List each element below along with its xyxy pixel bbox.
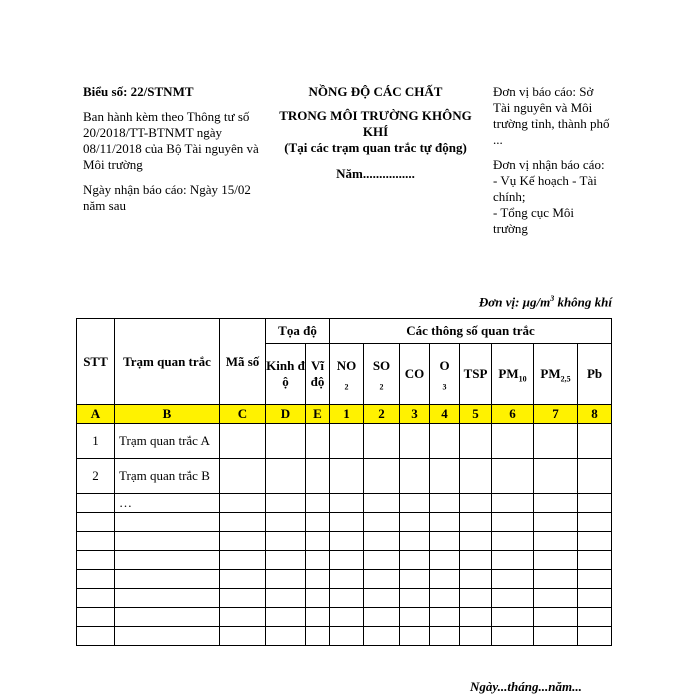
param-pb: Pb xyxy=(578,344,612,405)
table-row xyxy=(77,608,612,627)
code-cell: 6 xyxy=(492,405,534,424)
data-cell[interactable] xyxy=(578,459,612,494)
code-cell: 8 xyxy=(578,405,612,424)
param-so2: SO $_2$ xyxy=(364,344,400,405)
data-cell[interactable] xyxy=(492,494,534,513)
unit-label: Đơn vị: $\mu g/m^3$ không khí xyxy=(478,294,612,310)
data-cell[interactable] xyxy=(400,424,430,459)
issued-note: Ban hành kèm theo Thông tư số 20/2018/TT-BTNMT ngày 08/11/2018 của Bộ Tài nguyên và Môi trường xyxy=(83,109,259,172)
code-cell: 3 xyxy=(400,405,430,424)
reporter-unit: Đơn vị báo cáo: Sở Tài nguyên và Môi trường tỉnh, thành phố ... xyxy=(493,84,610,147)
code-cell: C xyxy=(220,405,266,424)
data-cell[interactable] xyxy=(492,424,534,459)
param-no2: NO $_2$ xyxy=(330,344,364,405)
row-station: … xyxy=(115,494,220,513)
data-cell[interactable] xyxy=(266,424,306,459)
table-row xyxy=(77,424,612,459)
header-parameters: Các thông số quan trắc xyxy=(330,319,612,344)
table-row xyxy=(77,570,612,589)
code-cell: 7 xyxy=(534,405,578,424)
param-co: CO xyxy=(400,344,430,405)
code-cell: 1 xyxy=(330,405,364,424)
data-cell[interactable] xyxy=(400,459,430,494)
receiver-2: - Tổng cục Môi trường xyxy=(493,205,574,236)
data-cell[interactable] xyxy=(330,424,364,459)
table-row xyxy=(77,494,612,513)
data-cell[interactable] xyxy=(430,424,460,459)
param-pm25: $PM_{2,5}$ xyxy=(534,344,578,405)
header-station: Trạm quan trắc xyxy=(115,319,220,405)
report-title-block xyxy=(268,84,483,182)
receiver-label: Đơn vị nhận báo cáo: xyxy=(493,157,605,172)
code-cell: 4 xyxy=(430,405,460,424)
data-cell[interactable] xyxy=(460,494,492,513)
data-cell[interactable] xyxy=(306,459,330,494)
title-line-3: (Tại các trạm quan trắc tự động) xyxy=(284,140,467,155)
data-cell[interactable] xyxy=(364,459,400,494)
data-cell[interactable] xyxy=(430,494,460,513)
form-info-block xyxy=(83,84,268,214)
signature-date: Ngày...tháng...năm... xyxy=(470,679,582,694)
data-cell[interactable] xyxy=(364,424,400,459)
table-row xyxy=(77,459,612,494)
data-cell[interactable] xyxy=(266,494,306,513)
data-cell[interactable] xyxy=(400,494,430,513)
header-longitude: Kinh độ xyxy=(266,344,306,405)
data-cell[interactable] xyxy=(330,459,364,494)
data-cell[interactable] xyxy=(534,424,578,459)
table-row xyxy=(77,513,612,532)
row-station: Trạm quan trắc B xyxy=(115,459,220,494)
data-cell[interactable] xyxy=(460,424,492,459)
data-cell[interactable] xyxy=(430,459,460,494)
row-stt: 2 xyxy=(77,459,115,494)
data-cell[interactable] xyxy=(220,459,266,494)
header-code: Mã số xyxy=(220,319,266,405)
data-cell[interactable] xyxy=(492,459,534,494)
data-cell[interactable] xyxy=(460,459,492,494)
data-cell[interactable] xyxy=(306,494,330,513)
table-row xyxy=(77,627,612,646)
param-pm10: $PM_{10}$ xyxy=(492,344,534,405)
data-cell[interactable] xyxy=(220,424,266,459)
table-row xyxy=(77,532,612,551)
title-line-1: NỒNG ĐỘ CÁC CHẤT xyxy=(308,84,443,99)
data-cell[interactable] xyxy=(578,494,612,513)
data-cell[interactable] xyxy=(578,424,612,459)
receive-date: Ngày nhận báo cáo: Ngày 15/02 năm sau xyxy=(83,182,251,213)
receiver-1: - Vụ Kế hoạch - Tài chính; xyxy=(493,173,597,204)
code-cell: 5 xyxy=(460,405,492,424)
table-row xyxy=(77,551,612,570)
code-cell: D xyxy=(266,405,306,424)
data-cell[interactable] xyxy=(364,494,400,513)
row-stt xyxy=(77,494,115,513)
data-cell[interactable] xyxy=(330,494,364,513)
row-stt: 1 xyxy=(77,424,115,459)
header-coordinates: Tọa độ xyxy=(266,319,330,344)
report-units-block xyxy=(493,84,611,237)
code-cell: E xyxy=(306,405,330,424)
header-latitude: Vĩ độ xyxy=(306,344,330,405)
header-stt: STT xyxy=(77,319,115,405)
data-cell[interactable] xyxy=(220,494,266,513)
table-row xyxy=(77,589,612,608)
data-cell[interactable] xyxy=(534,459,578,494)
param-tsp: TSP xyxy=(460,344,492,405)
param-o3: O $_3$ xyxy=(430,344,460,405)
code-cell: 2 xyxy=(364,405,400,424)
form-number: Biểu số: 22/STNMT xyxy=(83,84,194,99)
code-cell: B xyxy=(115,405,220,424)
code-cell: A xyxy=(77,405,115,424)
row-station: Trạm quan trắc A xyxy=(115,424,220,459)
title-line-2: TRONG MÔI TRƯỜNG KHÔNG KHÍ xyxy=(279,108,472,139)
concentration-table xyxy=(76,318,612,646)
data-cell[interactable] xyxy=(266,459,306,494)
data-cell[interactable] xyxy=(534,494,578,513)
data-cell[interactable] xyxy=(306,424,330,459)
column-code-row xyxy=(77,405,612,424)
title-year: Năm................ xyxy=(336,166,415,181)
